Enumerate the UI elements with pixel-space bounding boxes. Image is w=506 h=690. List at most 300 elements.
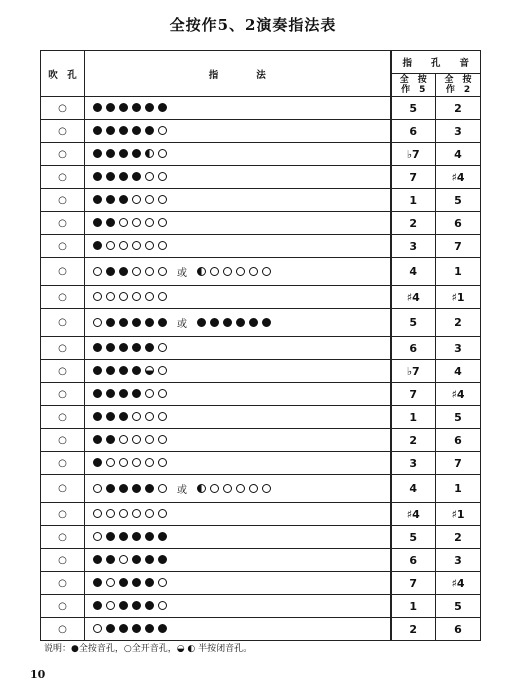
open-hole-icon <box>106 578 115 587</box>
closed-hole-icon <box>93 195 102 204</box>
fingering-cell <box>85 189 391 212</box>
tone-col1-cell: 7 <box>391 166 436 189</box>
closed-hole-icon <box>106 624 115 633</box>
fingering-cell <box>85 337 391 360</box>
tone-col1-cell: 1 <box>391 406 436 429</box>
alt-fingering-holes <box>197 267 271 276</box>
mouth-hole-cell: ○ <box>41 406 85 429</box>
tone-col1-cell: ♯4 <box>391 503 436 526</box>
open-hole-icon <box>145 218 154 227</box>
half-hole-icon <box>197 267 206 276</box>
open-hole-icon <box>132 218 141 227</box>
fingering-cell <box>85 452 391 475</box>
open-hole-icon <box>119 241 128 250</box>
mouth-hole-cell: ○ <box>41 258 85 286</box>
closed-hole-icon <box>132 126 141 135</box>
mouth-hole-cell: ○ <box>41 595 85 618</box>
fingering-holes <box>93 241 167 250</box>
tone-col1-cell: 6 <box>391 549 436 572</box>
mouth-hole-cell: ○ <box>41 452 85 475</box>
closed-hole-icon <box>132 318 141 327</box>
table-row <box>41 189 481 212</box>
mouth-hole-cell: ○ <box>41 286 85 309</box>
fingering-holes <box>93 103 167 112</box>
open-hole-icon <box>119 292 128 301</box>
tone-col2-cell: 3 <box>436 337 481 360</box>
closed-hole-icon <box>145 532 154 541</box>
open-hole-icon <box>93 267 102 276</box>
half-hole-icon <box>145 149 154 158</box>
page-number: 10 <box>30 668 46 681</box>
mouth-header: 吹 孔 <box>41 51 85 97</box>
table-row <box>41 212 481 235</box>
closed-hole-icon <box>132 601 141 610</box>
fingering-holes <box>93 218 167 227</box>
open-hole-icon <box>93 509 102 518</box>
closed-hole-icon <box>106 318 115 327</box>
fingering-holes <box>93 343 167 352</box>
closed-hole-icon <box>93 555 102 564</box>
open-hole-icon <box>93 292 102 301</box>
open-hole-icon <box>145 412 154 421</box>
fingering-holes <box>93 578 167 587</box>
closed-hole-icon <box>93 218 102 227</box>
mouth-hole-cell: ○ <box>41 572 85 595</box>
tone-col2-cell: ♯4 <box>436 383 481 406</box>
fingering-cell <box>85 618 391 641</box>
open-hole-icon <box>223 267 232 276</box>
fingering-cell <box>85 595 391 618</box>
mouth-hole-cell: ○ <box>41 166 85 189</box>
fingering-cell <box>85 549 391 572</box>
fingering-cell <box>85 143 391 166</box>
table-row <box>41 286 481 309</box>
mouth-hole-cell: ○ <box>41 337 85 360</box>
mouth-hole-cell: ○ <box>41 189 85 212</box>
open-hole-icon <box>93 532 102 541</box>
closed-hole-icon <box>132 172 141 181</box>
tone-col2-cell: 3 <box>436 120 481 143</box>
open-hole-icon <box>132 435 141 444</box>
mouth-hole-cell: ○ <box>41 618 85 641</box>
tone-col1-cell: 1 <box>391 189 436 212</box>
closed-hole-icon <box>158 532 167 541</box>
open-hole-icon <box>158 126 167 135</box>
closed-hole-icon <box>106 195 115 204</box>
tone-col2-cell: 2 <box>436 97 481 120</box>
fingering-holes <box>93 601 167 610</box>
fingering-holes <box>93 149 167 158</box>
fingering-holes <box>93 624 167 633</box>
tone-col2-cell: 6 <box>436 212 481 235</box>
tone-col2-cell: 2 <box>436 309 481 337</box>
tone-col1-cell: 4 <box>391 258 436 286</box>
closed-hole-icon <box>119 318 128 327</box>
fingering-cell <box>85 526 391 549</box>
closed-hole-icon <box>145 343 154 352</box>
closed-hole-icon <box>93 578 102 587</box>
open-hole-icon <box>119 509 128 518</box>
fingering-holes <box>93 172 167 181</box>
closed-hole-icon <box>145 126 154 135</box>
tone-col1-cell: 7 <box>391 572 436 595</box>
closed-hole-icon <box>106 103 115 112</box>
closed-hole-icon <box>119 601 128 610</box>
mouth-hole-cell: ○ <box>41 383 85 406</box>
fingering-cell <box>85 235 391 258</box>
tone-col1-cell: 5 <box>391 526 436 549</box>
closed-hole-icon <box>119 624 128 633</box>
closed-hole-icon <box>93 103 102 112</box>
open-hole-icon <box>106 509 115 518</box>
fingering-header: 指 法 <box>85 51 391 97</box>
closed-hole-icon <box>93 126 102 135</box>
half-hole-icon <box>197 484 206 493</box>
mouth-hole-cell: ○ <box>41 143 85 166</box>
open-hole-icon <box>93 318 102 327</box>
open-hole-icon <box>119 555 128 564</box>
open-hole-icon <box>158 601 167 610</box>
tone-col1-cell: 3 <box>391 235 436 258</box>
fingering-holes <box>93 267 167 276</box>
closed-hole-icon <box>145 578 154 587</box>
mouth-hole-cell: ○ <box>41 235 85 258</box>
mouth-hole-cell: ○ <box>41 212 85 235</box>
tone-col2-cell: 6 <box>436 618 481 641</box>
col2-header-line2: 作 2 <box>445 85 471 95</box>
closed-hole-icon <box>145 601 154 610</box>
tone-col2-cell: 4 <box>436 360 481 383</box>
closed-hole-icon <box>93 343 102 352</box>
table-row <box>41 475 481 503</box>
fingering-cell <box>85 166 391 189</box>
table-row <box>41 549 481 572</box>
open-hole-icon <box>145 241 154 250</box>
open-hole-icon <box>158 389 167 398</box>
open-hole-icon <box>93 484 102 493</box>
table-row <box>41 143 481 166</box>
tone-col2-cell: 5 <box>436 595 481 618</box>
table-row <box>41 595 481 618</box>
fingering-cell <box>85 503 391 526</box>
fingering-cell <box>85 97 391 120</box>
tone-col1-cell: ♯4 <box>391 286 436 309</box>
closed-hole-icon <box>145 624 154 633</box>
or-label: 或 <box>177 268 187 279</box>
legend-note: 说明：●全按音孔，○全开音孔，◒ ◐ 半按闭音孔。 <box>44 644 253 654</box>
fingering-holes <box>93 435 167 444</box>
closed-hole-icon <box>93 458 102 467</box>
tone-col1-cell: ♭7 <box>391 143 436 166</box>
table-row <box>41 406 481 429</box>
open-hole-icon <box>106 458 115 467</box>
mouth-hole-cell: ○ <box>41 549 85 572</box>
closed-hole-icon <box>119 484 128 493</box>
tone-col2-cell: 3 <box>436 549 481 572</box>
mouth-hole-cell: ○ <box>41 360 85 383</box>
tone-col1-cell: 3 <box>391 452 436 475</box>
fingering-holes <box>93 389 167 398</box>
closed-hole-icon <box>119 172 128 181</box>
fingering-cell <box>85 120 391 143</box>
mouth-hole-cell: ○ <box>41 309 85 337</box>
mouth-hole-cell: ○ <box>41 475 85 503</box>
closed-hole-icon <box>132 103 141 112</box>
mouth-hole-cell: ○ <box>41 120 85 143</box>
open-hole-icon <box>158 195 167 204</box>
tone-col1-cell: 5 <box>391 97 436 120</box>
fingering-cell <box>85 383 391 406</box>
fingering-cell <box>85 286 391 309</box>
open-hole-icon <box>158 412 167 421</box>
closed-hole-icon <box>132 624 141 633</box>
closed-hole-icon <box>132 578 141 587</box>
fingering-holes <box>93 555 167 564</box>
open-hole-icon <box>158 578 167 587</box>
tone-col1-cell: 2 <box>391 212 436 235</box>
open-hole-icon <box>93 624 102 633</box>
closed-hole-icon <box>119 103 128 112</box>
col2-header-line1: 全 按 <box>444 75 472 85</box>
tone-col1-cell: ♭7 <box>391 360 436 383</box>
open-hole-icon <box>106 241 115 250</box>
closed-hole-icon <box>262 318 271 327</box>
open-hole-icon <box>145 389 154 398</box>
closed-hole-icon <box>132 366 141 375</box>
tone-col1-cell: 5 <box>391 309 436 337</box>
open-hole-icon <box>158 218 167 227</box>
tone-col2-cell: 2 <box>436 526 481 549</box>
tone-col1-cell: 6 <box>391 337 436 360</box>
open-hole-icon <box>158 149 167 158</box>
closed-hole-icon <box>106 435 115 444</box>
open-hole-icon <box>158 267 167 276</box>
open-hole-icon <box>119 218 128 227</box>
open-hole-icon <box>132 509 141 518</box>
open-hole-icon <box>158 458 167 467</box>
closed-hole-icon <box>119 343 128 352</box>
table-row <box>41 429 481 452</box>
col2-header <box>436 74 481 97</box>
closed-hole-icon <box>119 366 128 375</box>
closed-hole-icon <box>119 412 128 421</box>
mouth-hole-cell: ○ <box>41 526 85 549</box>
open-hole-icon <box>158 241 167 250</box>
tone-col1-cell: 1 <box>391 595 436 618</box>
table-row <box>41 618 481 641</box>
closed-hole-icon <box>93 366 102 375</box>
closed-hole-icon <box>119 578 128 587</box>
page-title: 全按作5、2演奏指法表 <box>169 16 337 34</box>
fingering-holes <box>93 126 167 135</box>
closed-hole-icon <box>93 435 102 444</box>
closed-hole-icon <box>132 484 141 493</box>
closed-hole-icon <box>106 484 115 493</box>
tone-col2-cell: ♯4 <box>436 572 481 595</box>
mouth-hole-cell: ○ <box>41 503 85 526</box>
open-hole-icon <box>158 366 167 375</box>
open-hole-icon <box>145 435 154 444</box>
open-hole-icon <box>158 292 167 301</box>
tone-col2-cell: 7 <box>436 452 481 475</box>
table-row <box>41 309 481 337</box>
closed-hole-icon <box>223 318 232 327</box>
fingering-cell <box>85 406 391 429</box>
closed-hole-icon <box>132 389 141 398</box>
tone-header: 指 孔 音 <box>391 51 481 74</box>
fingering-cell <box>85 309 391 337</box>
open-hole-icon <box>262 484 271 493</box>
table-row <box>41 120 481 143</box>
closed-hole-icon <box>93 149 102 158</box>
open-hole-icon <box>158 435 167 444</box>
open-hole-icon <box>145 292 154 301</box>
table-row <box>41 360 481 383</box>
tone-col1-cell: 7 <box>391 383 436 406</box>
open-hole-icon <box>236 267 245 276</box>
table-row <box>41 235 481 258</box>
tone-col2-cell: 1 <box>436 258 481 286</box>
alt-fingering-holes <box>197 318 271 327</box>
closed-hole-icon <box>106 366 115 375</box>
open-hole-icon <box>132 241 141 250</box>
open-hole-icon <box>132 412 141 421</box>
closed-hole-icon <box>158 555 167 564</box>
closed-hole-icon <box>93 241 102 250</box>
open-hole-icon <box>145 172 154 181</box>
open-hole-icon <box>223 484 232 493</box>
tone-col1-cell: 2 <box>391 429 436 452</box>
tone-col1-cell: 4 <box>391 475 436 503</box>
closed-hole-icon <box>93 412 102 421</box>
fingering-holes <box>93 532 167 541</box>
closed-hole-icon <box>106 343 115 352</box>
closed-hole-icon <box>158 103 167 112</box>
fingering-holes <box>93 195 167 204</box>
table-row <box>41 383 481 406</box>
table-row <box>41 97 481 120</box>
closed-hole-icon <box>106 267 115 276</box>
table-row <box>41 526 481 549</box>
open-hole-icon <box>132 195 141 204</box>
tone-col2-cell: 5 <box>436 189 481 212</box>
closed-hole-icon <box>106 412 115 421</box>
closed-hole-icon <box>210 318 219 327</box>
closed-hole-icon <box>119 126 128 135</box>
closed-hole-icon <box>106 149 115 158</box>
closed-hole-icon <box>132 149 141 158</box>
table-row <box>41 572 481 595</box>
closed-hole-icon <box>119 267 128 276</box>
closed-hole-icon <box>93 601 102 610</box>
table-row <box>41 452 481 475</box>
closed-hole-icon <box>197 318 206 327</box>
alt-fingering-holes <box>197 484 271 493</box>
or-label: 或 <box>177 319 187 330</box>
open-hole-icon <box>119 435 128 444</box>
half-hole-icon <box>145 366 154 375</box>
closed-hole-icon <box>132 343 141 352</box>
closed-hole-icon <box>119 195 128 204</box>
closed-hole-icon <box>158 624 167 633</box>
tone-col2-cell: 7 <box>436 235 481 258</box>
tone-col2-cell: ♯1 <box>436 286 481 309</box>
fingering-cell <box>85 360 391 383</box>
col1-header-line2: 作 5 <box>401 85 426 95</box>
open-hole-icon <box>249 267 258 276</box>
tone-col2-cell: ♯1 <box>436 503 481 526</box>
open-hole-icon <box>132 267 141 276</box>
mouth-hole-cell: ○ <box>41 429 85 452</box>
fingering-holes <box>93 366 167 375</box>
open-hole-icon <box>145 267 154 276</box>
open-hole-icon <box>236 484 245 493</box>
fingering-cell <box>85 475 391 503</box>
open-hole-icon <box>132 292 141 301</box>
or-label: 或 <box>177 485 187 496</box>
fingering-holes <box>93 412 167 421</box>
open-hole-icon <box>145 458 154 467</box>
closed-hole-icon <box>106 126 115 135</box>
fingering-holes <box>93 292 167 301</box>
closed-hole-icon <box>145 103 154 112</box>
tone-col2-cell: ♯4 <box>436 166 481 189</box>
tone-col2-cell: 1 <box>436 475 481 503</box>
open-hole-icon <box>262 267 271 276</box>
fingering-holes <box>93 458 167 467</box>
closed-hole-icon <box>236 318 245 327</box>
closed-hole-icon <box>145 555 154 564</box>
closed-hole-icon <box>158 318 167 327</box>
fingering-cell <box>85 212 391 235</box>
open-hole-icon <box>132 458 141 467</box>
closed-hole-icon <box>106 389 115 398</box>
open-hole-icon <box>106 601 115 610</box>
closed-hole-icon <box>145 318 154 327</box>
closed-hole-icon <box>93 389 102 398</box>
mouth-hole-cell: ○ <box>41 97 85 120</box>
open-hole-icon <box>158 484 167 493</box>
open-hole-icon <box>145 195 154 204</box>
fingering-cell <box>85 258 391 286</box>
closed-hole-icon <box>106 555 115 564</box>
fingering-holes <box>93 484 167 493</box>
open-hole-icon <box>249 484 258 493</box>
table-row <box>41 337 481 360</box>
fingering-holes <box>93 318 167 327</box>
closed-hole-icon <box>106 172 115 181</box>
fingering-table <box>40 50 481 641</box>
closed-hole-icon <box>119 389 128 398</box>
open-hole-icon <box>210 484 219 493</box>
closed-hole-icon <box>106 532 115 541</box>
tone-col1-cell: 6 <box>391 120 436 143</box>
fingering-cell <box>85 429 391 452</box>
closed-hole-icon <box>145 484 154 493</box>
closed-hole-icon <box>119 149 128 158</box>
open-hole-icon <box>210 267 219 276</box>
open-hole-icon <box>119 458 128 467</box>
open-hole-icon <box>145 509 154 518</box>
fingering-holes <box>93 509 167 518</box>
open-hole-icon <box>106 292 115 301</box>
closed-hole-icon <box>132 555 141 564</box>
col1-header-line1: 全 按 <box>399 75 427 85</box>
open-hole-icon <box>158 343 167 352</box>
closed-hole-icon <box>93 172 102 181</box>
closed-hole-icon <box>132 532 141 541</box>
closed-hole-icon <box>106 218 115 227</box>
